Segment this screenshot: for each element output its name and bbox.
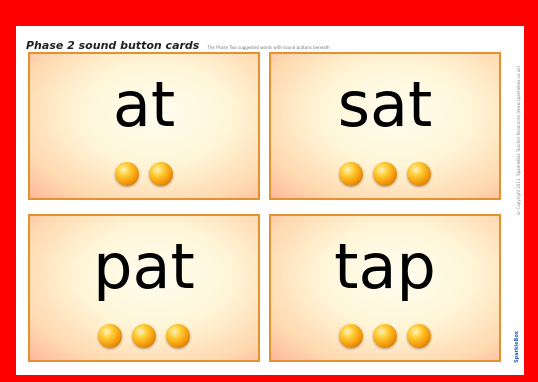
sound-card xyxy=(28,214,260,362)
sound-button-dot xyxy=(98,324,122,348)
sound-button-dot xyxy=(373,162,397,186)
brand-logo: SparkleBox xyxy=(514,331,520,363)
sound-card xyxy=(28,52,260,200)
card-word: at xyxy=(112,68,176,141)
sound-button-dot xyxy=(339,162,363,186)
sound-buttons xyxy=(30,162,258,188)
card-word: pat xyxy=(93,230,195,303)
sound-button-dot xyxy=(407,324,431,348)
sound-button-dot xyxy=(339,324,363,348)
worksheet xyxy=(16,26,524,375)
header xyxy=(26,34,330,53)
sound-button-dot xyxy=(407,162,431,186)
page-title: Phase 2 sound button cards xyxy=(26,39,200,52)
sound-card xyxy=(269,52,501,200)
sound-button-dot xyxy=(373,324,397,348)
sound-button-dot xyxy=(115,162,139,186)
card-word: sat xyxy=(337,68,433,141)
sound-button-dot xyxy=(149,162,173,186)
sound-button-dot xyxy=(166,324,190,348)
sound-button-dot xyxy=(132,324,156,348)
sound-buttons xyxy=(271,324,499,350)
card-word: tap xyxy=(334,230,436,303)
sound-card xyxy=(269,214,501,362)
sound-buttons xyxy=(30,324,258,350)
copyright-note: © Copyright 2011, SparkleBox Teacher Resources (www.sparklebox.co.uk) xyxy=(516,66,521,216)
sound-buttons xyxy=(271,162,499,188)
page-subtitle: The Phase Two suggested words with sound buttons beneath xyxy=(207,45,330,50)
